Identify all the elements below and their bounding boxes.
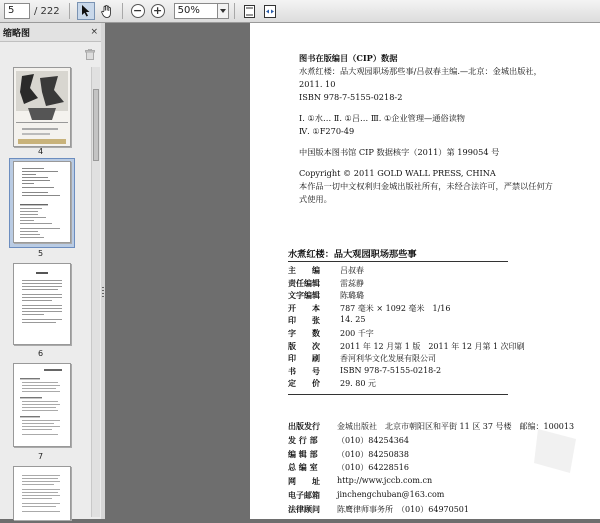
spec-value: 200 千字 bbox=[340, 328, 374, 338]
spec-value: 2011 年 12 月第 1 版 2011 年 12 月第 1 次印刷 bbox=[340, 341, 525, 351]
next-page-thumbnail-image bbox=[14, 467, 70, 520]
publisher-label: 总 编 室 bbox=[288, 462, 318, 473]
pdf-page bbox=[250, 23, 600, 519]
splitter-grip-icon bbox=[102, 287, 104, 297]
cip-line: 水煮红楼：品大观园职场那些事/吕叔春主编.—北京：金城出版社， bbox=[299, 66, 542, 76]
spec-row bbox=[288, 353, 525, 366]
cip-line: Ⅳ. ①F270-49 bbox=[299, 126, 355, 136]
thumbnails-panel bbox=[0, 23, 102, 519]
copyright-line: Copyright © 2011 GOLD WALL PRESS, CHINA bbox=[299, 168, 496, 178]
spec-row bbox=[288, 328, 525, 341]
spec-row bbox=[288, 278, 525, 291]
pdf-toolbar bbox=[0, 0, 600, 23]
spec-label: 字 数 bbox=[288, 327, 320, 338]
spec-row bbox=[288, 366, 525, 379]
contents-page-thumbnail-image bbox=[14, 364, 70, 446]
spec-row bbox=[288, 378, 525, 391]
hand-tool-button[interactable] bbox=[99, 3, 115, 19]
thumbnails-panel-header bbox=[0, 23, 101, 42]
fit-page-button[interactable] bbox=[242, 3, 258, 19]
cursor-arrow-icon bbox=[81, 5, 91, 17]
spec-row bbox=[288, 265, 525, 278]
thumbnails-scrollbar[interactable] bbox=[91, 67, 100, 517]
title-divider bbox=[288, 261, 508, 262]
page-thumbnail-7[interactable] bbox=[13, 363, 71, 447]
rights-line: 式使用。 bbox=[299, 194, 332, 204]
minus-icon: − bbox=[131, 4, 145, 18]
spec-row bbox=[288, 315, 525, 328]
page-thumbnail-6[interactable] bbox=[13, 263, 71, 345]
spec-row bbox=[288, 303, 525, 316]
cip-line: 2011. 10 bbox=[299, 79, 336, 89]
close-panel-button[interactable]: × bbox=[90, 27, 98, 37]
spec-value: 29. 80 元 bbox=[340, 379, 376, 389]
cip-line: ISBN 978-7-5155-0218-2 bbox=[299, 92, 403, 102]
spec-label: 书 号 bbox=[288, 365, 320, 376]
plus-icon: + bbox=[151, 4, 165, 18]
cip-line: 中国版本图书馆 CIP 数据核字（2011）第 199054 号 bbox=[299, 147, 500, 157]
publisher-label: 出版发行 bbox=[288, 421, 320, 431]
fit-width-button[interactable] bbox=[262, 3, 278, 19]
copyright-page-thumbnail-image bbox=[14, 162, 70, 242]
page-thumbnail-label: 7 bbox=[38, 452, 44, 461]
publisher-value: jinchengchuban@163.com bbox=[337, 489, 445, 499]
document-viewport[interactable] bbox=[105, 23, 250, 519]
cip-data-block bbox=[299, 52, 589, 206]
spec-value: 香河利华文化发展有限公司 bbox=[340, 354, 436, 364]
cover-thumbnail-image bbox=[14, 68, 70, 146]
intro-page-thumbnail-image bbox=[14, 264, 70, 344]
spec-label: 主 编 bbox=[288, 265, 320, 275]
zoom-value: 50% bbox=[177, 5, 200, 16]
toolbar-separator bbox=[122, 3, 123, 19]
fit-width-icon bbox=[264, 5, 276, 18]
spec-value: 14. 25 bbox=[340, 315, 366, 325]
zoom-out-button[interactable] bbox=[130, 3, 146, 19]
spec-value: 787 毫米 × 1092 毫米 1/16 bbox=[340, 303, 451, 313]
cip-line: Ⅰ. ①水… Ⅱ. ①吕… Ⅲ. ①企业管理—通俗读物 bbox=[299, 113, 465, 123]
spec-value: 陈璐璐 bbox=[340, 291, 364, 301]
fit-page-icon bbox=[244, 5, 255, 18]
book-title: 水煮红楼：品大观园职场那些事 bbox=[288, 249, 417, 260]
zoom-in-button[interactable] bbox=[150, 3, 166, 19]
page-thumbnail-4[interactable] bbox=[13, 67, 71, 147]
rights-line: 本作品一切中文权利归金城出版社所有，未经合法许可，严禁以任何方 bbox=[299, 181, 553, 191]
publisher-label: 发 行 部 bbox=[288, 434, 318, 445]
spec-label: 印 张 bbox=[288, 315, 320, 326]
page-thumbnail-label: 5 bbox=[38, 249, 44, 258]
cip-heading: 图书在版编目（CIP）数据 bbox=[299, 53, 398, 63]
spec-label: 版 次 bbox=[288, 340, 320, 351]
toolbar-separator bbox=[69, 3, 70, 19]
publisher-value: 陈鹰律师事务所 （010）64970501 bbox=[337, 504, 469, 514]
spec-label: 开 本 bbox=[288, 302, 320, 313]
publisher-value: http://www.jccb.com.cn bbox=[337, 476, 433, 486]
publisher-value: （010）84254364 bbox=[337, 435, 409, 445]
publisher-label: 编 辑 部 bbox=[288, 448, 318, 459]
publisher-label: 法律顾问 bbox=[288, 503, 320, 514]
spec-value: 雷蕊静 bbox=[340, 278, 364, 288]
scrollbar-thumb[interactable] bbox=[93, 89, 99, 161]
chevron-down-icon bbox=[220, 9, 226, 13]
toolbar-separator bbox=[234, 3, 235, 19]
page-thumbnail-label: 6 bbox=[38, 349, 44, 358]
book-specs bbox=[288, 265, 525, 391]
publisher-value: （010）84250838 bbox=[337, 449, 409, 459]
trash-icon[interactable] bbox=[85, 49, 95, 60]
zoom-select[interactable] bbox=[174, 3, 218, 19]
publisher-value: 金城出版社 北京市朝阳区和平街 11 区 37 号楼 邮编：100013 bbox=[337, 422, 575, 431]
hand-icon bbox=[101, 5, 113, 18]
zoom-dropdown-button[interactable] bbox=[218, 3, 229, 19]
select-tool-button[interactable] bbox=[77, 2, 95, 20]
page-thumbnail-8[interactable] bbox=[13, 466, 71, 520]
spec-value: 吕叔春 bbox=[340, 266, 364, 275]
publisher-label: 网 址 bbox=[288, 476, 320, 487]
publisher-row bbox=[288, 490, 574, 504]
watermark-stamp-icon bbox=[528, 423, 584, 479]
spec-value: ISBN 978-7-5155-0218-2 bbox=[340, 365, 442, 375]
specs-divider bbox=[288, 394, 508, 395]
page-number-input[interactable]: 5 bbox=[4, 3, 30, 19]
spec-label: 印 刷 bbox=[288, 353, 320, 364]
spec-label: 定 价 bbox=[288, 378, 320, 389]
spec-label: 文字编辑 bbox=[288, 290, 320, 301]
publisher-label: 电子邮箱 bbox=[288, 489, 320, 500]
page-total-label: / 222 bbox=[34, 5, 60, 17]
thumbnails-panel-title: 缩略图 bbox=[3, 28, 31, 39]
publisher-row bbox=[288, 504, 574, 518]
publisher-value: （010）64228516 bbox=[337, 463, 409, 473]
spec-label: 责任编辑 bbox=[288, 277, 320, 288]
spec-row bbox=[288, 341, 525, 354]
page-thumbnail-5[interactable] bbox=[13, 161, 71, 243]
page-thumbnail-label: 4 bbox=[38, 147, 44, 156]
spec-row bbox=[288, 290, 525, 303]
